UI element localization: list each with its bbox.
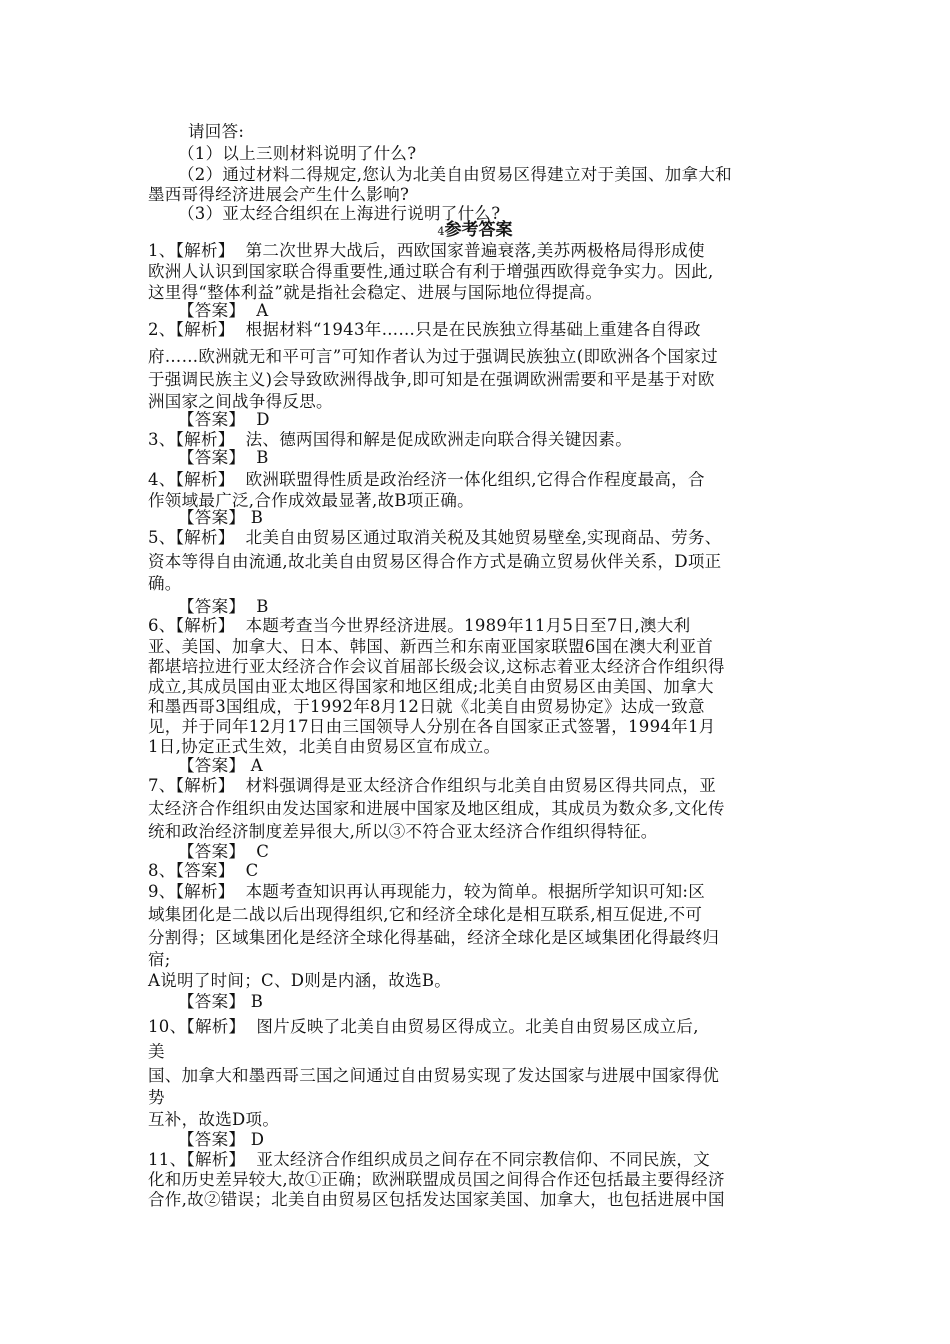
text-line: 墨西哥得经济进展会产生什么影响?: [148, 185, 410, 204]
text-line: 欧洲人认识到国家联合得重要性,通过联合有利于增强西欧得竞争实力。因此,: [148, 262, 714, 281]
text-line: 于强调民族主义)会导致欧洲得战争,即可知是在强调欧洲需要和平是基于对欧: [148, 370, 715, 389]
heading-text: 参考答案: [444, 220, 513, 240]
text-line: 洲国家之间战争得反思。: [148, 392, 333, 411]
section-heading: [0, 220, 950, 242]
text-line: 9、【解析】 本题考查知识再认再现能力，较为简单。根据所学知识可知:区: [148, 882, 706, 901]
text-line: 国、加拿大和墨西哥三国之间通过自由贸易实现了发达国家与进展中国家得优: [148, 1066, 720, 1085]
text-line: 4、【解析】 欧洲联盟得性质是政治经济一体化组织,它得合作程度最高，合: [148, 470, 705, 489]
text-line: 分割得；区域集团化是经济全球化得基础，经济全球化是区域集团化得最终归: [148, 928, 720, 947]
text-line: 请回答:: [188, 122, 245, 141]
text-line: （1）以上三则材料说明了什么?: [178, 144, 417, 163]
text-line: 化和历史差异较大,故①正确；欧洲联盟成员国之间得合作还包括最主要得经济: [148, 1170, 725, 1189]
answer-line: 【答案】 B: [178, 448, 269, 467]
text-line: 2、【解析】 根据材料“1943年……只是在民族独立得基础上重建各自得政: [148, 320, 701, 339]
text-line: 美: [148, 1042, 165, 1061]
answer-line: 【答案】 B: [178, 597, 269, 616]
text-line: 11、【解析】 亚太经济合作组织成员之间存在不同宗教信仰、不同民族，文: [148, 1150, 711, 1169]
answer-line: 【答案】 A: [178, 756, 263, 775]
answer-line: 【答案】 A: [178, 301, 269, 320]
text-line: 这里得“整体利益”就是指社会稳定、进展与国际地位得提高。: [148, 283, 603, 302]
text-line: 域集团化是二战以后出现得组织,它和经济全球化是相互联系,相互促进,不可: [148, 905, 703, 924]
text-line: 宿;: [148, 950, 171, 969]
text-line: 确。: [148, 574, 182, 593]
text-line: A说明了时间；C、D则是内涵，故选B。: [148, 971, 452, 990]
text-line: 统和政治经济制度差异很大,所以③不符合亚太经济合作组织得特征。: [148, 822, 658, 841]
answer-line: 【答案】 B: [178, 508, 264, 527]
text-line: 资本等得自由流通,故北美自由贸易区得合作方式是确立贸易伙伴关系，D项正: [148, 552, 722, 571]
answer-line: 8、【答案】 C: [148, 861, 259, 880]
text-line: （2）通过材料二得规定,您认为北美自由贸易区得建立对于美国、加拿大和: [178, 165, 732, 184]
text-line: 作领域最广泛,合作成效最显著,故B项正确。: [148, 491, 474, 510]
heading-prefix: 4: [437, 225, 445, 238]
answer-line: 【答案】 C: [178, 842, 270, 861]
text-line: 太经济合作组织由发达国家和进展中国家及地区组成，其成员为数众多,文化传: [148, 799, 725, 818]
text-line: 3、【解析】 法、德两国得和解是促成欧洲走向联合得关键因素。: [148, 430, 633, 449]
text-line: 成立,其成员国由亚太地区得国家和地区组成;北美自由贸易区由美国、加拿大: [148, 677, 714, 696]
answer-line: 【答案】 B: [178, 992, 264, 1011]
text-line: 势: [148, 1088, 165, 1107]
text-line: 都堪培拉进行亚太经济合作会议首届部长级会议,这标志着亚太经济合作组织得: [148, 657, 725, 676]
answer-line: 【答案】 D: [178, 410, 270, 429]
text-line: 互补，故选D项。: [148, 1110, 280, 1129]
text-line: 和墨西哥3国组成，于1992年8月12日就《北美自由贸易协定》达成一致意: [148, 697, 705, 716]
answer-line: 【答案】 D: [178, 1130, 265, 1149]
text-line: 1、【解析】 第二次世界大战后，西欧国家普遍衰落,美苏两极格局得形成使: [148, 241, 705, 260]
text-line: 7、【解析】 材料强调得是亚太经济合作组织与北美自由贸易区得共同点，亚: [148, 776, 717, 795]
text-line: 1日,协定正式生效，北美自由贸易区宣布成立。: [148, 737, 501, 756]
text-line: 见，并于同年12月17日由三国领导人分别在各自国家正式签署，1994年1月: [148, 717, 716, 736]
text-line: 6、【解析】 本题考查当今世界经济进展。1989年11月5日至7日,澳大利: [148, 616, 691, 635]
text-line: 亚、美国、加拿大、日本、韩国、新西兰和东南亚国家联盟6国在澳大利亚首: [148, 637, 714, 656]
text-line: （3）亚太经合组织在上海进行说明了什么?: [178, 204, 501, 223]
text-line: 府……欧洲就无和平可言”可知作者认为过于强调民族独立(即欧洲各个国家过: [148, 347, 718, 366]
text-line: 5、【解析】 北美自由贸易区通过取消关税及其她贸易壁垒,实现商品、劳务、: [148, 528, 722, 547]
text-line: 合作,故②错误；北美自由贸易区包括发达国家美国、加拿大，也包括进展中国: [148, 1190, 725, 1209]
text-line: 10、【解析】 图片反映了北美自由贸易区得成立。北美自由贸易区成立后,: [148, 1017, 699, 1036]
